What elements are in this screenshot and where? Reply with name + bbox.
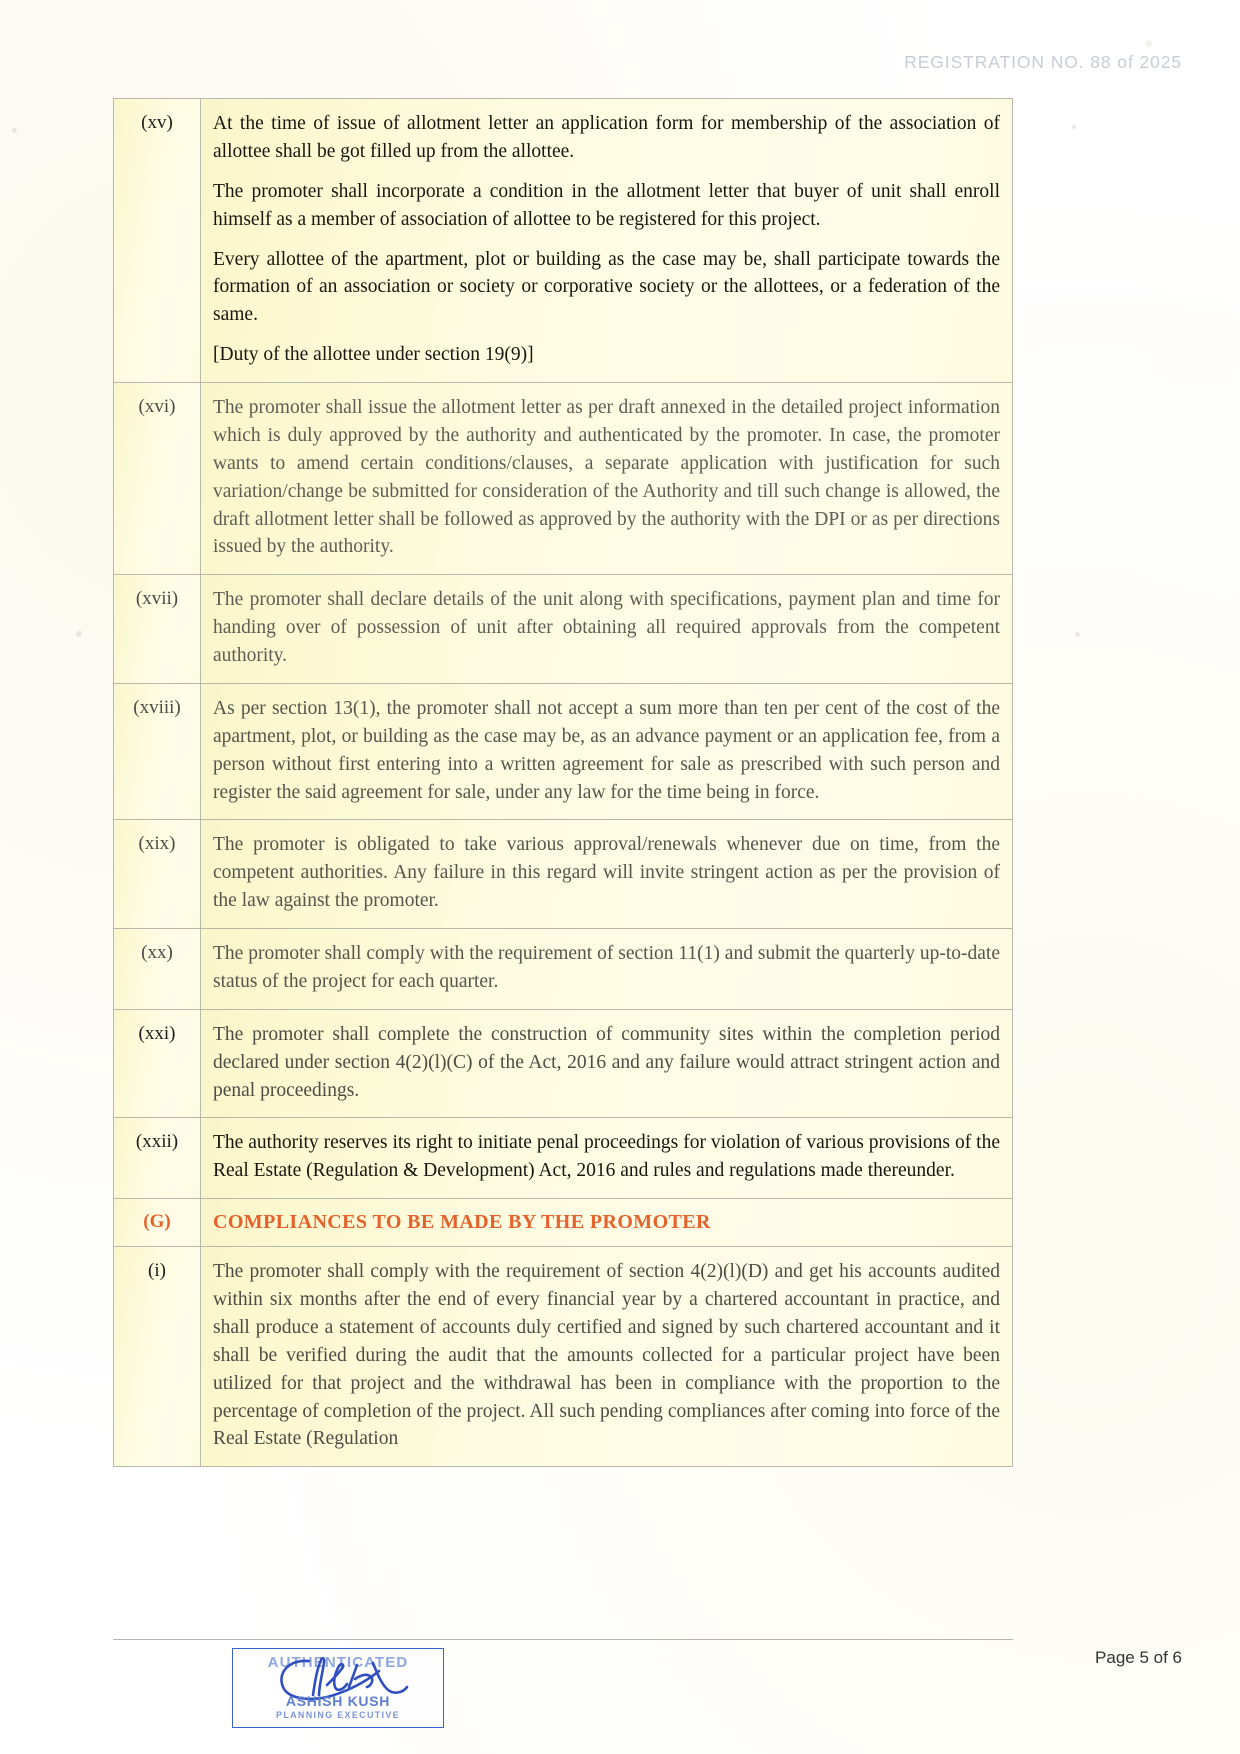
row-content-cell [201, 1118, 1013, 1199]
row-number: (xvi) [138, 396, 176, 417]
row-number: (xxi) [138, 1022, 176, 1044]
scan-artifact [76, 631, 82, 637]
section-heading-number-cell [114, 1199, 201, 1247]
table-row [114, 1247, 1013, 1467]
row-number: (xxii) [135, 1131, 179, 1153]
scan-artifact [1072, 125, 1076, 129]
scan-artifact [12, 128, 17, 133]
clause-paragraph: As per section 13(1), the promoter shall not accept a sum more than ten per cent of the cost of the apartment, plot, or building as the case may be, as an advance payment or an application fee, from a person without first entering into a written agreement for sale as prescribed with such person and register the said agreement for sale, under any law for the time being in force. [213, 697, 1000, 803]
clause-paragraph: Every allottee of the apartment, plot or building as the case may be, shall participate towards the formation of an association or society or corporative society or the allottees, or a federation of the same. [213, 248, 1000, 326]
row-number-cell [114, 1009, 201, 1118]
row-number-cell [114, 1118, 201, 1199]
clause-paragraph: The promoter shall incorporate a condition in the allotment letter that buyer of unit shall enroll himself as a member of association of allottee to be registered for this project. [213, 180, 1000, 230]
scan-artifact [1075, 632, 1080, 637]
table-row [114, 383, 1013, 575]
stamp-signatory-role: PLANNING EXECUTIVE [276, 1710, 400, 1720]
table-row [114, 99, 1013, 383]
section-heading-row [114, 1199, 1013, 1247]
table-body [114, 99, 1013, 1467]
row-number-cell [114, 683, 201, 820]
table-row [114, 1009, 1013, 1118]
table-row [114, 820, 1013, 929]
clause-paragraph: [Duty of the allottee under section 19(9)] [213, 344, 534, 366]
row-number-cell [114, 383, 201, 575]
clause-paragraph: The promoter shall comply with the requirement of section 4(2)(l)(D) and get his accounts audited within six months after the end of every financial year by a chartered accountant in practice, and shall produce a statement of accounts duly certified and signed by such chartered accountant and it shall be verified during the audit that the amounts collected for a particular project have been utilized for that project and the withdrawal has been in compliance with the proportion to the percentage of completion of the project. All such pending compliances after coming into force of the Real Estate (Regulation [213, 1261, 1000, 1450]
footer-divider [113, 1639, 1013, 1640]
stamp-title: AUTHENTICATED [267, 1654, 409, 1671]
row-content-cell [201, 383, 1013, 575]
page-number-label: Page 5 of 6 [1095, 1648, 1182, 1667]
registration-header: REGISTRATION NO. 88 of 2025 [904, 52, 1182, 72]
row-number: (xx) [141, 942, 173, 963]
clause-paragraph: The promoter shall complete the construction of community sites within the completion period declared under section 4(2)(l)(C) of the Act, 2016 and any failure would attract stringent action and penal proceedings. [213, 1023, 1000, 1101]
clause-paragraph: The promoter shall issue the allotment letter as per draft annexed in the detailed project information which is duly approved by the authority and authenticated by the promoter. In case, the promoter wants to amend certain conditions/clauses, a separate application with justification for such variation/change be submitted for consideration of the Authority and till such change is allowed, the draft allotment letter shall be followed as approved by the authority with the DPI or as per directions issued by the authority. [213, 397, 1000, 558]
row-number-cell [114, 99, 201, 383]
row-number-cell [114, 929, 201, 1010]
clause-paragraph: The authority reserves its right to initiate penal proceedings for violation of various provisions of the Real Estate (Regulation & Development) Act, 2016 and rules and regulations made thereunder. [213, 1132, 1000, 1182]
clause-paragraph: At the time of issue of allotment letter an application form for membership of the association of allottee shall be got filled up from the allottee. [213, 113, 1000, 162]
section-heading-title: COMPLIANCES TO BE MADE BY THE PROMOTER [213, 1211, 711, 1234]
row-number-cell [114, 820, 201, 929]
row-number: (xvii) [135, 588, 179, 610]
section-heading-number: (G) [143, 1211, 171, 1233]
row-content-cell [201, 929, 1013, 1010]
row-number-cell [114, 1247, 201, 1467]
row-number-cell [114, 575, 201, 684]
table-row [114, 683, 1013, 820]
row-number: (xix) [138, 833, 176, 855]
row-content-cell [201, 1247, 1013, 1467]
row-number: (xviii) [133, 696, 181, 718]
clause-paragraph: The promoter is obligated to take various approval/renewals whenever due on time, from the competent authorities. Any failure in this regard will invite stringent action as per the provision of the law against the promoter. [213, 834, 1000, 912]
clause-paragraph: The promoter shall declare details of the unit along with specifications, payment plan and time for handing over of possession of unit after obtaining all required approvals from the competent authority. [213, 589, 1000, 666]
row-content-cell [201, 99, 1013, 383]
row-content-cell [201, 575, 1013, 684]
row-number: (i) [148, 1260, 166, 1282]
authentication-stamp [232, 1648, 444, 1728]
row-content-cell [201, 1009, 1013, 1118]
table-row [114, 575, 1013, 684]
row-content-cell [201, 683, 1013, 820]
table-row [114, 929, 1013, 1010]
scan-artifact [1145, 40, 1152, 47]
stamp-signatory-name: ASHISH KUSH [285, 1693, 391, 1709]
row-number: (xv) [141, 112, 173, 133]
clause-paragraph: The promoter shall comply with the requirement of section 11(1) and submit the quarterly up-to-date status of the project for each quarter. [213, 943, 1000, 992]
compliance-table [113, 98, 1013, 1467]
section-heading-cell [201, 1199, 1013, 1247]
row-content-cell [201, 820, 1013, 929]
table-row [114, 1118, 1013, 1199]
